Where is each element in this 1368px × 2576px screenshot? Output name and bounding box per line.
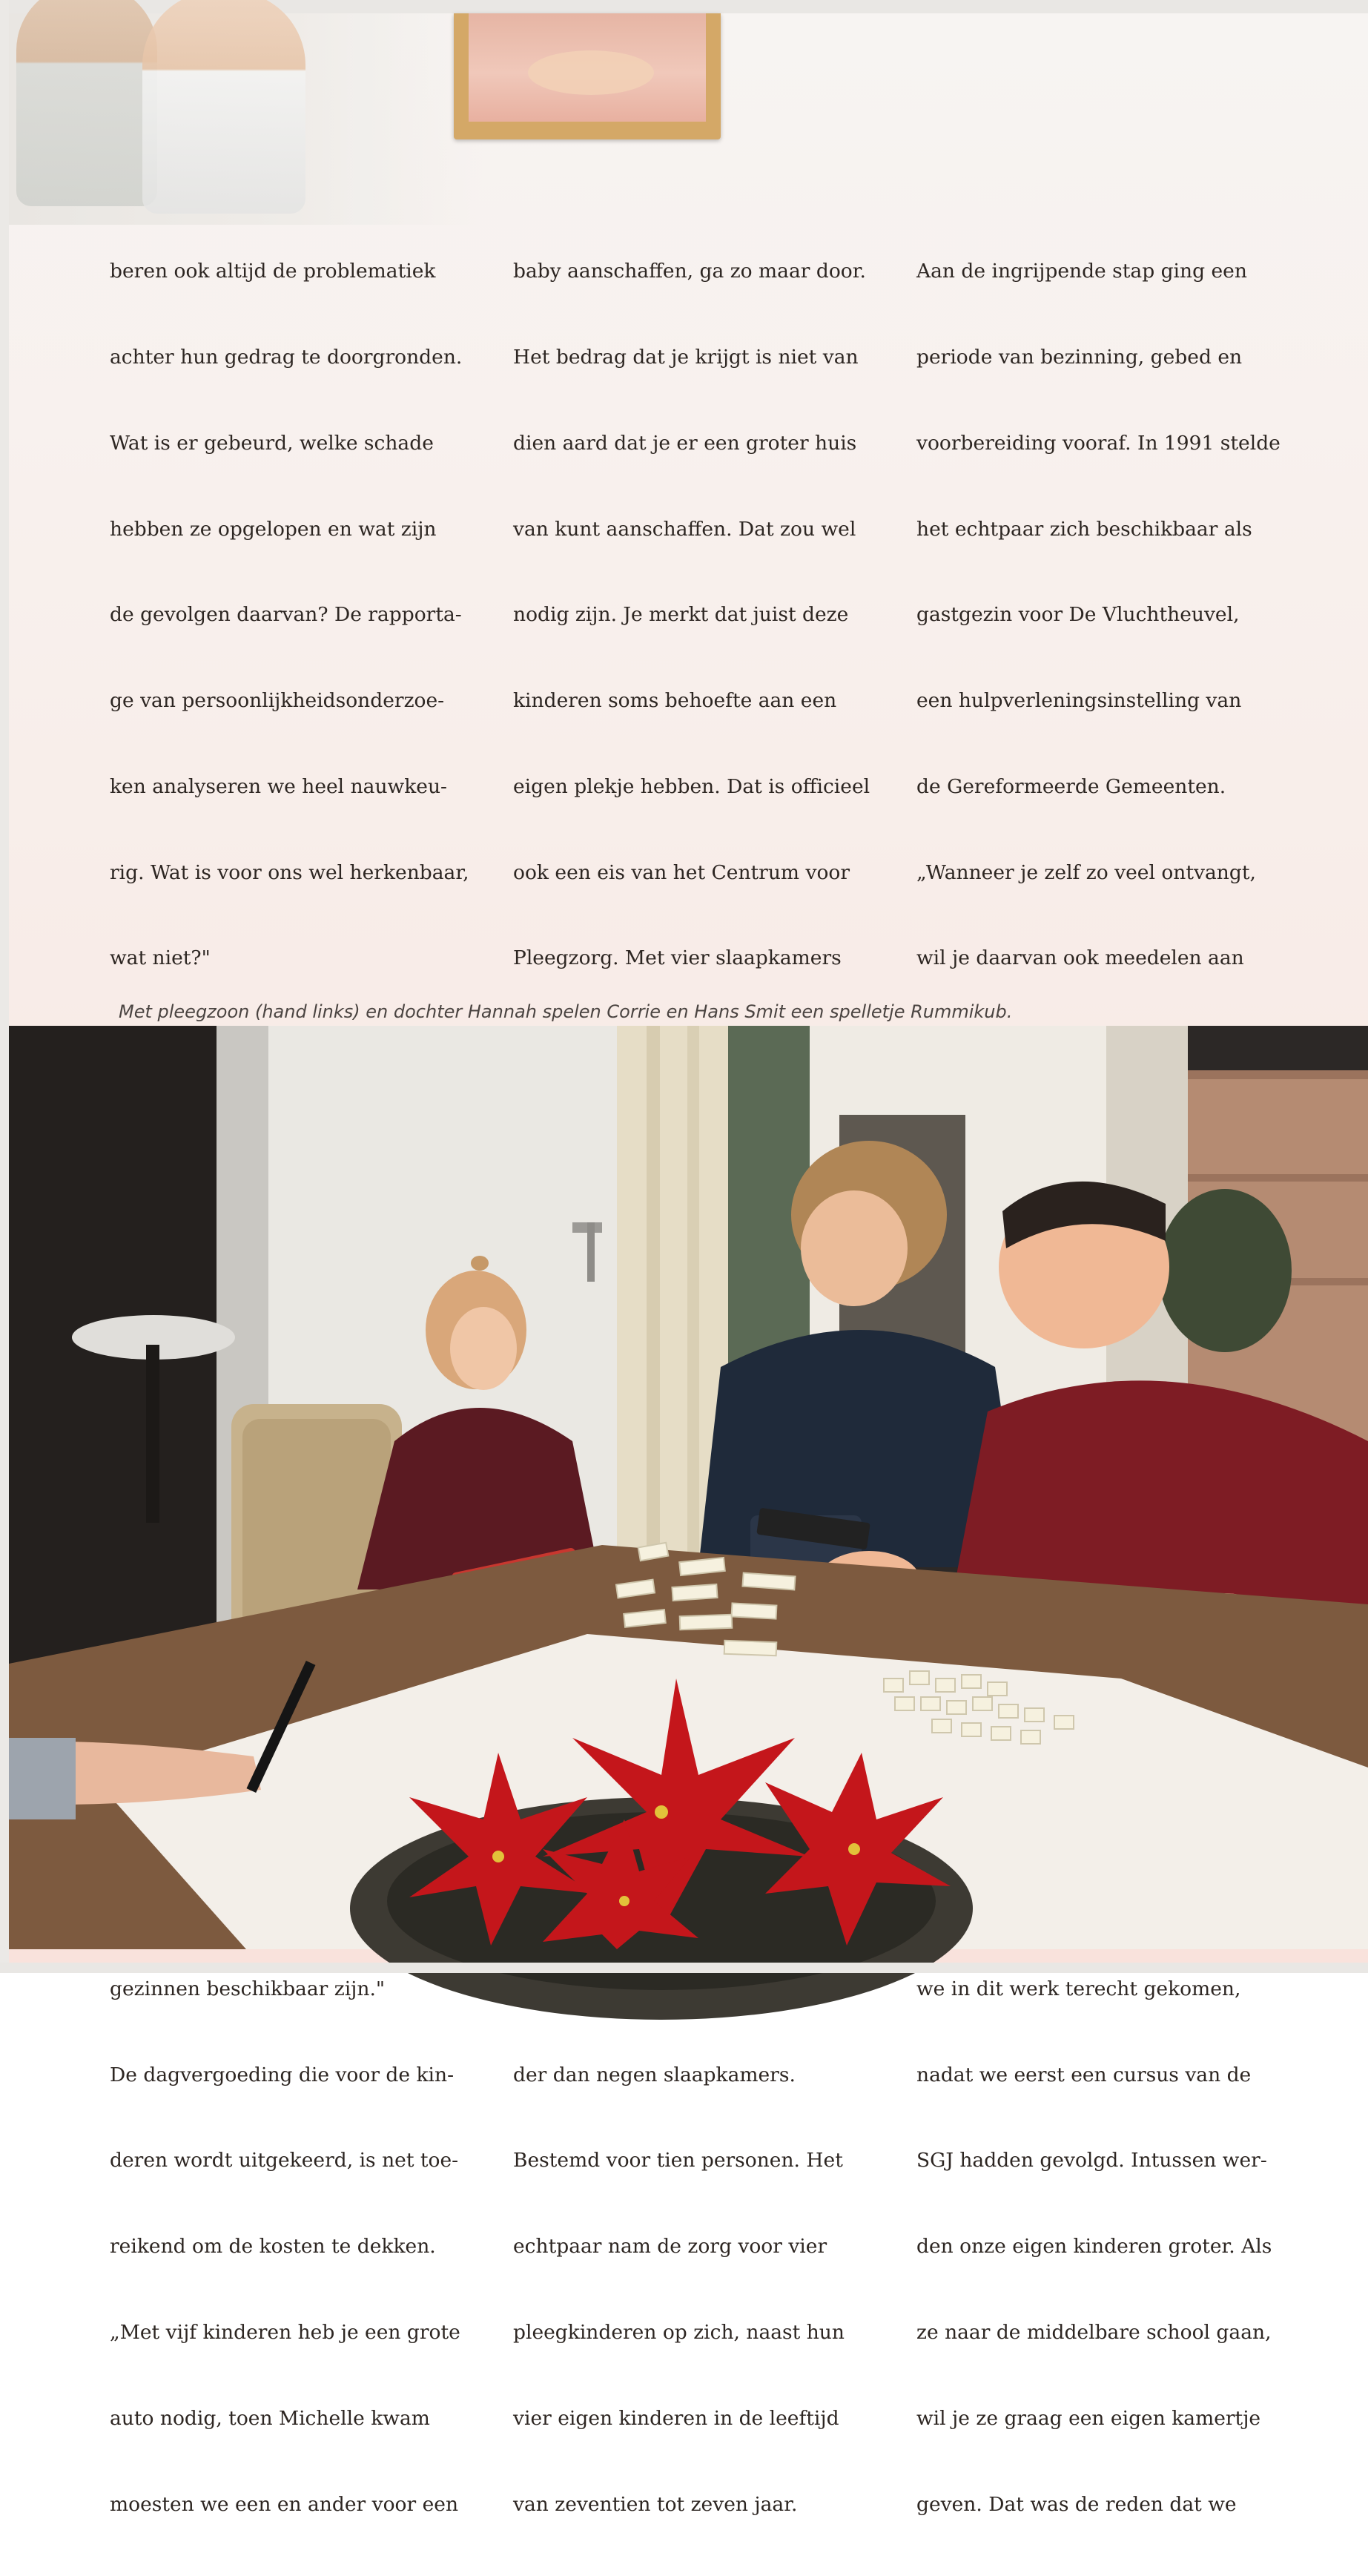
text-line: dien aard dat je er een groter huis xyxy=(513,431,857,455)
text-line: geven. Dat was de reden dat we xyxy=(916,2492,1237,2516)
text-line: wil je ze graag een eigen kamertje xyxy=(916,2406,1261,2430)
text-line: rig. Wat is voor ons wel herkenbaar, xyxy=(110,860,469,884)
text-line: De dagvergoeding die voor de kin- xyxy=(110,2063,455,2086)
text-line: het echtpaar zich beschikbaar als xyxy=(916,517,1252,541)
text-line: kinderen soms behoefte aan een xyxy=(513,689,837,713)
curtain xyxy=(335,13,402,225)
text-line: gezinnen beschikbaar zijn." xyxy=(110,1977,386,2000)
text-line: de gevolgen daarvan? De rapporta- xyxy=(110,603,462,627)
text-line: de Gereformeerde Gemeenten. xyxy=(916,774,1226,798)
text-line: ook een eis van het Centrum voor xyxy=(513,860,850,884)
text-line: ge van persoonlijkheidsonderzoe- xyxy=(110,689,445,713)
text-line: Bestemd voor tien personen. Het xyxy=(513,2149,843,2173)
text-line: Het bedrag dat je krijgt is niet van xyxy=(513,345,859,369)
picture-frame xyxy=(454,13,721,139)
text-line: hebben ze opgelopen en wat zijn xyxy=(110,517,437,541)
text-line: gastgezin voor De Vluchtheuvel, xyxy=(916,603,1240,627)
text-line: ze naar de middelbare school gaan, xyxy=(916,2320,1272,2344)
text-line: periode van bezinning, gebed en xyxy=(916,345,1243,369)
text-line: den onze eigen kinderen groter. Als xyxy=(916,2235,1272,2259)
magazine-page xyxy=(9,13,1368,2516)
text-line: „Met vijf kinderen heb je een grote xyxy=(110,2320,460,2344)
scan-edge-left xyxy=(0,0,9,1973)
text-line: wat niet?" xyxy=(110,946,211,970)
text-line: beren ook altijd de problematiek xyxy=(110,260,436,283)
text-line: baby aanschaffen, ga zo maar door. xyxy=(513,260,866,283)
framed-baby-photo xyxy=(469,13,706,122)
scan-edge-bottom xyxy=(0,1963,1368,1973)
man-figure xyxy=(16,0,157,206)
text-line: we in dit werk terecht gekomen, xyxy=(916,1977,1241,2000)
photo-caption: Met pleegzoon (hand links) en dochter Hannah spelen Corrie en Hans Smit een spelletje Rummikub. xyxy=(119,1001,1013,1022)
photo-illustration xyxy=(9,1026,1368,1949)
text-line: vier eigen kinderen in de leeftijd xyxy=(513,2406,839,2430)
text-line: een hulpverleningsinstelling van xyxy=(916,689,1242,713)
text-line: reikend om de kosten te dekken. xyxy=(110,2235,436,2259)
text-line: echtpaar nam de zorg voor vier xyxy=(513,2235,827,2259)
text-line: Pleegzorg. Met vier slaapkamers xyxy=(513,946,842,970)
text-line: nodig zijn. Je merkt dat juist deze xyxy=(513,603,849,627)
text-line: pleegkinderen op zich, naast hun xyxy=(513,2320,845,2344)
text-line: achter hun gedrag te doorgronden. xyxy=(110,345,463,369)
boy-figure xyxy=(142,0,305,214)
top-family-photo xyxy=(9,13,483,225)
text-line: van kunt aanschaffen. Dat zou wel xyxy=(513,517,856,541)
text-line: deren wordt uitgekeerd, is net toe- xyxy=(110,2149,459,2173)
text-line: SGJ hadden gevolgd. Intussen wer- xyxy=(916,2149,1267,2173)
text-line: moesten we een en ander voor een xyxy=(110,2492,459,2516)
text-line: auto nodig, toen Michelle kwam xyxy=(110,2406,430,2430)
text-line: wil je daarvan ook meedelen aan xyxy=(916,946,1244,970)
text-line: van zeventien tot zeven jaar. xyxy=(513,2492,798,2516)
text-line: Wat is er gebeurd, welke schade xyxy=(110,431,434,455)
text-line: „Wanneer je zelf zo veel ontvangt, xyxy=(916,860,1256,884)
text-line: der dan negen slaapkamers. xyxy=(513,2063,796,2086)
text-line: Aan de ingrijpende stap ging een xyxy=(916,260,1247,283)
text-line: voorbereiding vooraf. In 1991 stelde xyxy=(916,431,1281,455)
text-line: nadat we eerst een cursus van de xyxy=(916,2063,1252,2086)
text-line: eigen plekje hebben. Dat is officieel xyxy=(513,774,870,798)
text-line: ken analyseren we heel nauwkeu- xyxy=(110,774,447,798)
main-photo-rummikub xyxy=(9,1026,1368,1949)
